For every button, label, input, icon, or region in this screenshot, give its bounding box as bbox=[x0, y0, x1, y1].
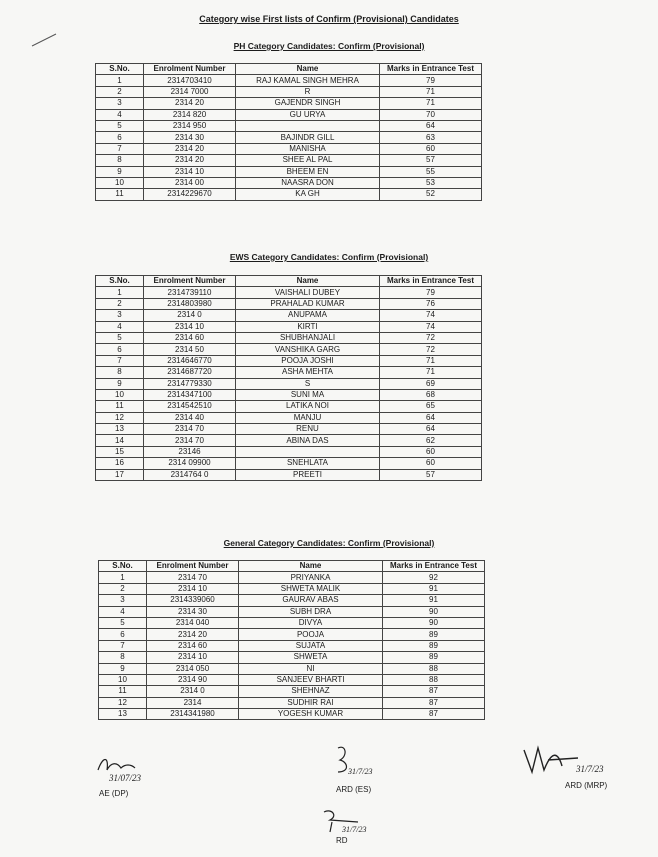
table-row bbox=[96, 75, 482, 86]
cell-marks: 90 bbox=[383, 617, 485, 628]
cell-sno: 13 bbox=[96, 424, 144, 435]
cell-marks: 74 bbox=[380, 310, 482, 321]
cell-name: PRAHALAD KUMAR bbox=[236, 298, 380, 309]
cell-marks: 63 bbox=[380, 132, 482, 143]
cell-enrolment: 2314341980 bbox=[147, 709, 239, 720]
table-row bbox=[96, 166, 482, 177]
ard-es-date: 31/7/23 bbox=[348, 767, 373, 776]
cell-enrolment: 2314 09900 bbox=[144, 458, 236, 469]
cell-name: SHEE AL PAL bbox=[236, 155, 380, 166]
cell-name: MANISHA bbox=[236, 143, 380, 154]
cell-enrolment: 2314 20 bbox=[147, 629, 239, 640]
cell-name bbox=[236, 446, 380, 457]
table-row bbox=[96, 155, 482, 166]
cell-enrolment: 2314542510 bbox=[144, 401, 236, 412]
cell-enrolment: 2314 20 bbox=[144, 155, 236, 166]
cell-enrolment: 2314 10 bbox=[144, 321, 236, 332]
cell-sno: 8 bbox=[99, 652, 147, 663]
cell-name: ANUPAMA bbox=[236, 310, 380, 321]
cell-sno: 5 bbox=[96, 332, 144, 343]
cell-name: SUNI MA bbox=[236, 389, 380, 400]
cell-enrolment: 2314 20 bbox=[144, 143, 236, 154]
cell-name: RAJ KAMAL SINGH MEHRA bbox=[236, 75, 380, 86]
cell-name: SHEHNAZ bbox=[239, 686, 383, 697]
cell-sno: 10 bbox=[96, 389, 144, 400]
cell-name bbox=[236, 120, 380, 131]
cell-marks: 72 bbox=[380, 332, 482, 343]
cell-enrolment: 2314 820 bbox=[144, 109, 236, 120]
cell-marks: 87 bbox=[383, 709, 485, 720]
table-row bbox=[96, 458, 482, 469]
table-header-row bbox=[96, 64, 482, 75]
cell-name: NAASRA DON bbox=[236, 177, 380, 188]
cell-marks: 88 bbox=[383, 674, 485, 685]
cell-name: POOJA JOSHI bbox=[236, 355, 380, 366]
cell-marks: 71 bbox=[380, 98, 482, 109]
cell-sno: 2 bbox=[99, 583, 147, 594]
cell-name: LATIKA NOI bbox=[236, 401, 380, 412]
cell-sno: 9 bbox=[96, 166, 144, 177]
cell-sno: 6 bbox=[96, 344, 144, 355]
cell-sno: 7 bbox=[99, 640, 147, 651]
cell-enrolment: 2314 10 bbox=[147, 583, 239, 594]
cell-enrolment: 2314 20 bbox=[144, 98, 236, 109]
col-sno: S.No. bbox=[99, 561, 147, 572]
col-marks: Marks in Entrance Test bbox=[380, 276, 482, 287]
cell-name: GAURAV ABAS bbox=[239, 595, 383, 606]
cell-sno: 1 bbox=[99, 572, 147, 583]
table-row bbox=[99, 686, 485, 697]
ard-mrp-label: ARD (MRP) bbox=[565, 781, 608, 790]
table-row bbox=[99, 606, 485, 617]
cell-enrolment: 2314347100 bbox=[144, 389, 236, 400]
cell-name: SHWETA bbox=[239, 652, 383, 663]
cell-marks: 68 bbox=[380, 389, 482, 400]
table-row bbox=[99, 697, 485, 708]
table-row bbox=[96, 332, 482, 343]
ae-signature bbox=[95, 752, 155, 782]
cell-enrolment: 2314 30 bbox=[144, 132, 236, 143]
table-header-row bbox=[96, 276, 482, 287]
rd-date: 31/7/23 bbox=[342, 825, 367, 834]
cell-enrolment: 2314687720 bbox=[144, 367, 236, 378]
cell-marks: 79 bbox=[380, 75, 482, 86]
cell-name: SUBH DRA bbox=[239, 606, 383, 617]
cell-sno: 15 bbox=[96, 446, 144, 457]
cell-marks: 89 bbox=[383, 652, 485, 663]
cell-enrolment: 2314 10 bbox=[144, 166, 236, 177]
cell-sno: 5 bbox=[96, 120, 144, 131]
table-row bbox=[99, 572, 485, 583]
cell-sno: 12 bbox=[99, 697, 147, 708]
cell-marks: 87 bbox=[383, 686, 485, 697]
table-header-row bbox=[99, 561, 485, 572]
ews-table bbox=[95, 275, 482, 481]
col-name: Name bbox=[239, 561, 383, 572]
cell-enrolment: 2314 90 bbox=[147, 674, 239, 685]
cell-marks: 60 bbox=[380, 143, 482, 154]
table-row bbox=[96, 378, 482, 389]
cell-marks: 89 bbox=[383, 629, 485, 640]
table-row bbox=[96, 355, 482, 366]
cell-marks: 87 bbox=[383, 697, 485, 708]
cell-sno: 11 bbox=[96, 189, 144, 200]
cell-name: SHUBHANJALI bbox=[236, 332, 380, 343]
cell-enrolment: 23146 bbox=[144, 446, 236, 457]
general-table bbox=[98, 560, 485, 720]
col-enrolment: Enrolment Number bbox=[144, 276, 236, 287]
cell-name: SANJEEV BHARTI bbox=[239, 674, 383, 685]
cell-name: PRIYANKA bbox=[239, 572, 383, 583]
cell-name: DIVYA bbox=[239, 617, 383, 628]
cell-marks: 89 bbox=[383, 640, 485, 651]
table-row bbox=[96, 120, 482, 131]
cell-sno: 5 bbox=[99, 617, 147, 628]
table-row bbox=[99, 595, 485, 606]
table-row bbox=[96, 321, 482, 332]
col-name: Name bbox=[236, 276, 380, 287]
col-sno: S.No. bbox=[96, 276, 144, 287]
cell-name: VANSHIKA GARG bbox=[236, 344, 380, 355]
cell-sno: 16 bbox=[96, 458, 144, 469]
cell-sno: 13 bbox=[99, 709, 147, 720]
cell-marks: 69 bbox=[380, 378, 482, 389]
ard-es-label: ARD (ES) bbox=[336, 785, 372, 794]
table-row bbox=[96, 287, 482, 298]
cell-enrolment: 2314 950 bbox=[144, 120, 236, 131]
cell-marks: 92 bbox=[383, 572, 485, 583]
table-row bbox=[96, 446, 482, 457]
table-row bbox=[99, 629, 485, 640]
cell-enrolment: 2314646770 bbox=[144, 355, 236, 366]
cell-marks: 71 bbox=[380, 367, 482, 378]
table-row bbox=[96, 344, 482, 355]
table-row bbox=[96, 132, 482, 143]
cell-sno: 4 bbox=[99, 606, 147, 617]
cell-marks: 79 bbox=[380, 287, 482, 298]
rd-label: RD bbox=[336, 836, 348, 845]
cell-sno: 14 bbox=[96, 435, 144, 446]
table-row bbox=[96, 189, 482, 200]
col-marks: Marks in Entrance Test bbox=[383, 561, 485, 572]
cell-name: BAJINDR GILL bbox=[236, 132, 380, 143]
table-row bbox=[96, 177, 482, 188]
cell-name: SNEHLATA bbox=[236, 458, 380, 469]
cell-name: S bbox=[236, 378, 380, 389]
col-enrolment: Enrolment Number bbox=[147, 561, 239, 572]
ae-date: 31/07/23 bbox=[109, 773, 142, 783]
table-row bbox=[96, 412, 482, 423]
cell-sno: 6 bbox=[96, 132, 144, 143]
table-row bbox=[96, 143, 482, 154]
cell-name: GAJENDR SINGH bbox=[236, 98, 380, 109]
cell-sno: 4 bbox=[96, 109, 144, 120]
cell-sno: 8 bbox=[96, 367, 144, 378]
cell-name: KA GH bbox=[236, 189, 380, 200]
cell-marks: 60 bbox=[380, 458, 482, 469]
cell-sno: 9 bbox=[99, 663, 147, 674]
table-row bbox=[96, 109, 482, 120]
cell-enrolment: 2314 50 bbox=[144, 344, 236, 355]
cell-sno: 7 bbox=[96, 355, 144, 366]
cell-enrolment: 2314764 0 bbox=[144, 469, 236, 480]
cell-name: BHEEM EN bbox=[236, 166, 380, 177]
cell-name: SUDHIR RAI bbox=[239, 697, 383, 708]
cell-name: RENU bbox=[236, 424, 380, 435]
cell-marks: 88 bbox=[383, 663, 485, 674]
cell-marks: 64 bbox=[380, 120, 482, 131]
cell-enrolment: 2314 60 bbox=[144, 332, 236, 343]
cell-sno: 2 bbox=[96, 298, 144, 309]
table-row bbox=[99, 583, 485, 594]
table-row bbox=[96, 469, 482, 480]
cell-sno: 11 bbox=[96, 401, 144, 412]
ae-label: AE (DP) bbox=[99, 789, 129, 798]
cell-marks: 91 bbox=[383, 595, 485, 606]
cell-marks: 64 bbox=[380, 412, 482, 423]
cell-name: SHWETA MALIK bbox=[239, 583, 383, 594]
cell-name: PREETI bbox=[236, 469, 380, 480]
table-row bbox=[96, 389, 482, 400]
cell-enrolment: 2314 70 bbox=[144, 435, 236, 446]
cell-name: NI bbox=[239, 663, 383, 674]
cell-marks: 64 bbox=[380, 424, 482, 435]
cell-enrolment: 2314739110 bbox=[144, 287, 236, 298]
cell-enrolment: 2314 70 bbox=[147, 572, 239, 583]
table-row bbox=[96, 435, 482, 446]
cell-marks: 71 bbox=[380, 355, 482, 366]
cell-enrolment: 2314803980 bbox=[144, 298, 236, 309]
cell-enrolment: 2314 40 bbox=[144, 412, 236, 423]
table-row bbox=[96, 98, 482, 109]
cell-sno: 3 bbox=[99, 595, 147, 606]
table-row bbox=[96, 310, 482, 321]
cell-sno: 2 bbox=[96, 86, 144, 97]
ews-section-title: EWS Category Candidates: Confirm (Provisional) bbox=[229, 252, 429, 262]
cell-name: SUJATA bbox=[239, 640, 383, 651]
cell-marks: 62 bbox=[380, 435, 482, 446]
cell-name: POOJA bbox=[239, 629, 383, 640]
rd-signature bbox=[318, 806, 388, 836]
table-row bbox=[99, 617, 485, 628]
col-sno: S.No. bbox=[96, 64, 144, 75]
cell-name: VAISHALI DUBEY bbox=[236, 287, 380, 298]
cell-sno: 17 bbox=[96, 469, 144, 480]
cell-marks: 53 bbox=[380, 177, 482, 188]
cell-marks: 74 bbox=[380, 321, 482, 332]
cell-enrolment: 2314 7000 bbox=[144, 86, 236, 97]
table-row bbox=[99, 674, 485, 685]
cell-sno: 10 bbox=[96, 177, 144, 188]
ard-es-signature bbox=[330, 742, 380, 782]
general-section-title: General Category Candidates: Confirm (Provisional) bbox=[223, 538, 435, 548]
cell-marks: 55 bbox=[380, 166, 482, 177]
cell-sno: 9 bbox=[96, 378, 144, 389]
cell-marks: 52 bbox=[380, 189, 482, 200]
table-row bbox=[96, 298, 482, 309]
cell-enrolment: 2314 050 bbox=[147, 663, 239, 674]
cell-marks: 90 bbox=[383, 606, 485, 617]
cell-sno: 7 bbox=[96, 143, 144, 154]
ph-table bbox=[95, 63, 482, 201]
cell-name: KIRTI bbox=[236, 321, 380, 332]
ard-mrp-date: 31/7/23 bbox=[576, 764, 604, 774]
cell-enrolment: 2314 0 bbox=[147, 686, 239, 697]
cell-enrolment: 2314339060 bbox=[147, 595, 239, 606]
cell-marks: 70 bbox=[380, 109, 482, 120]
cell-name: ABINA DAS bbox=[236, 435, 380, 446]
cell-name: YOGESH KUMAR bbox=[239, 709, 383, 720]
cell-sno: 1 bbox=[96, 287, 144, 298]
cell-sno: 3 bbox=[96, 310, 144, 321]
cell-name: MANJU bbox=[236, 412, 380, 423]
cell-name: GU URYA bbox=[236, 109, 380, 120]
col-name: Name bbox=[236, 64, 380, 75]
cell-enrolment: 2314 70 bbox=[144, 424, 236, 435]
cell-enrolment: 2314 10 bbox=[147, 652, 239, 663]
cell-sno: 12 bbox=[96, 412, 144, 423]
cell-marks: 72 bbox=[380, 344, 482, 355]
table-row bbox=[96, 367, 482, 378]
ard-mrp-signature bbox=[518, 740, 628, 780]
cell-enrolment: 2314779330 bbox=[144, 378, 236, 389]
table-row bbox=[96, 86, 482, 97]
cell-sno: 8 bbox=[96, 155, 144, 166]
table-row bbox=[96, 424, 482, 435]
cell-enrolment: 2314 00 bbox=[144, 177, 236, 188]
cell-marks: 65 bbox=[380, 401, 482, 412]
cell-enrolment: 2314 60 bbox=[147, 640, 239, 651]
cell-sno: 10 bbox=[99, 674, 147, 685]
cell-enrolment: 2314 0 bbox=[144, 310, 236, 321]
cell-sno: 4 bbox=[96, 321, 144, 332]
cell-sno: 1 bbox=[96, 75, 144, 86]
ph-section-title: PH Category Candidates: Confirm (Provisional) bbox=[233, 41, 425, 51]
cell-enrolment: 2314 040 bbox=[147, 617, 239, 628]
cell-marks: 91 bbox=[383, 583, 485, 594]
table-row bbox=[99, 709, 485, 720]
cell-marks: 60 bbox=[380, 446, 482, 457]
table-row bbox=[99, 652, 485, 663]
cell-marks: 57 bbox=[380, 469, 482, 480]
cell-name: ASHA MEHTA bbox=[236, 367, 380, 378]
cell-marks: 71 bbox=[380, 86, 482, 97]
cell-enrolment: 2314703410 bbox=[144, 75, 236, 86]
col-marks: Marks in Entrance Test bbox=[380, 64, 482, 75]
cell-sno: 3 bbox=[96, 98, 144, 109]
col-enrolment: Enrolment Number bbox=[144, 64, 236, 75]
cell-name: R bbox=[236, 86, 380, 97]
cell-enrolment: 2314 bbox=[147, 697, 239, 708]
table-row bbox=[99, 663, 485, 674]
cell-marks: 57 bbox=[380, 155, 482, 166]
cell-enrolment: 2314229670 bbox=[144, 189, 236, 200]
table-row bbox=[99, 640, 485, 651]
cell-enrolment: 2314 30 bbox=[147, 606, 239, 617]
page-title: Category wise First lists of Confirm (Provisional) Candidates bbox=[199, 14, 459, 24]
cell-marks: 76 bbox=[380, 298, 482, 309]
table-row bbox=[96, 401, 482, 412]
cell-sno: 11 bbox=[99, 686, 147, 697]
cell-sno: 6 bbox=[99, 629, 147, 640]
